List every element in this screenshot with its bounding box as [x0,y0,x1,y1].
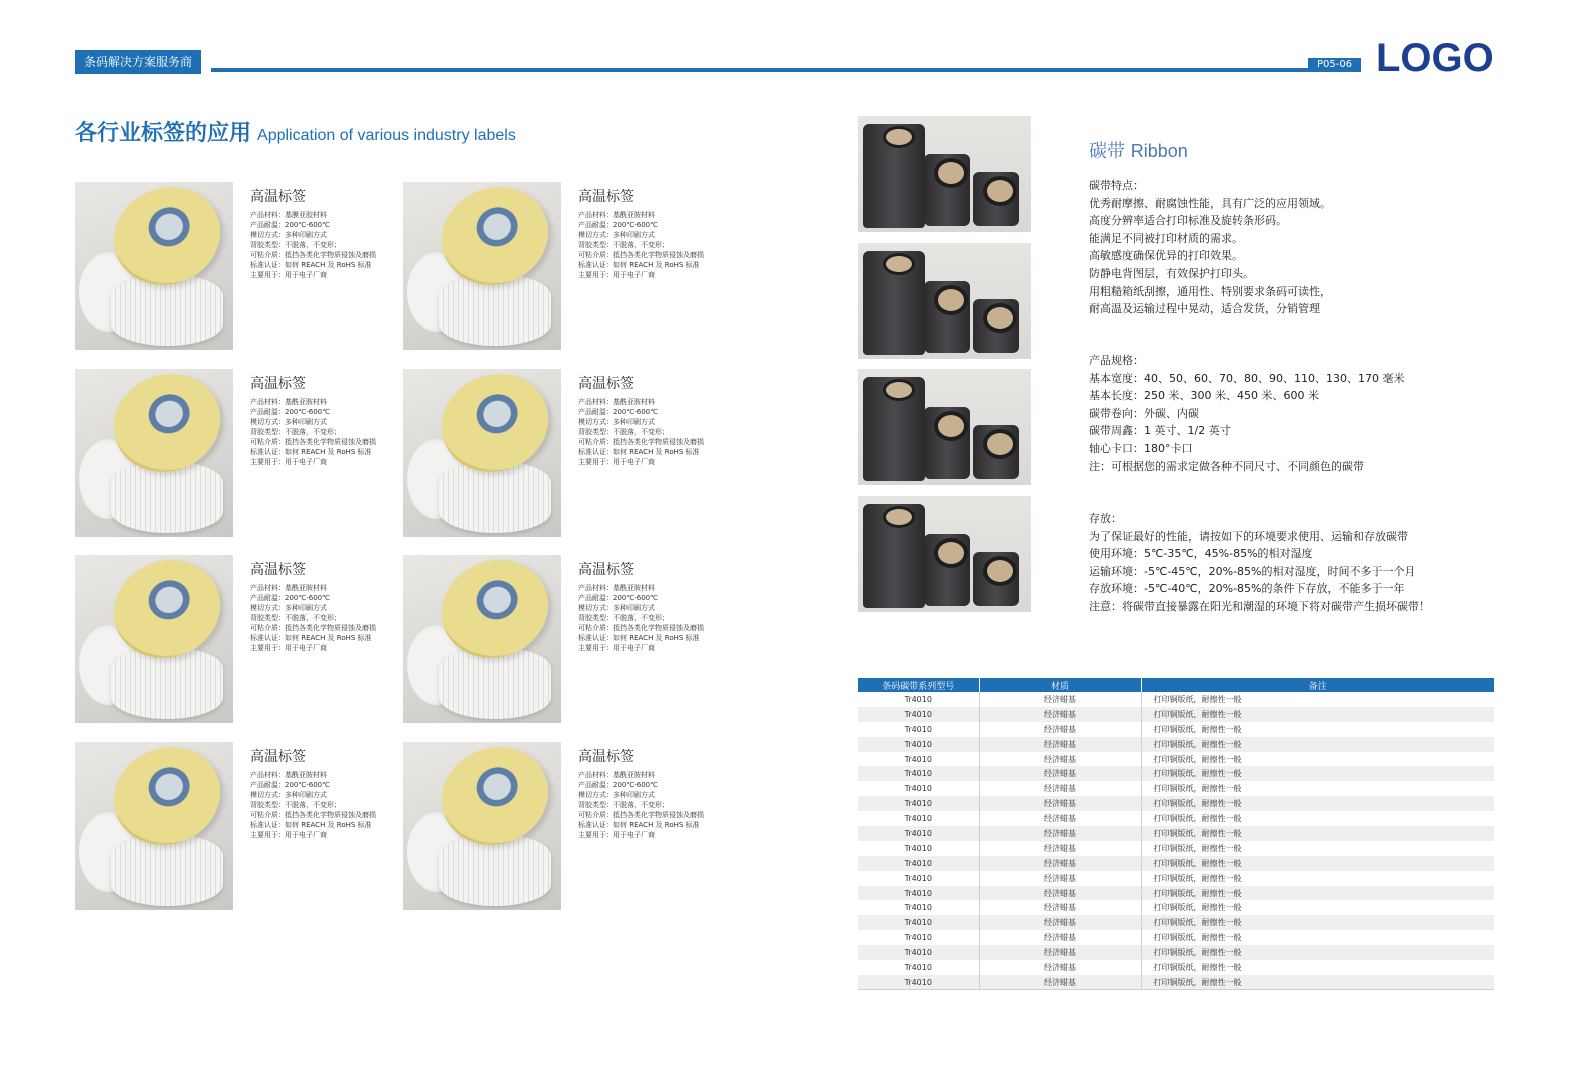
spec-line: 背胶类型：不脱落，不变形； [250,801,341,809]
spec-line: 标准认证：如何 REACH 及 RoHS 标准 [250,261,372,269]
cell-model: Tr4010 [858,707,979,722]
cell-model: Tr4010 [858,737,979,752]
spec-line: 背胶类型：不脱落，不变形； [578,801,669,809]
ribbon-roll-small [973,552,1019,606]
spec-line: 产品材料：基酰亚胺材料 [578,398,655,406]
text-line: 高度分辨率适合打印标准及旋转条形码。 [1089,214,1287,228]
product-card [403,555,723,723]
spec-line: 可粘介质：抵挡各类化学物质侵蚀及磨损 [578,811,704,819]
header-rule [211,68,1361,72]
spec-line: 标准认证：如何 REACH 及 RoHS 标准 [578,261,700,269]
spec-line: 产品耐温：200℃-600℃ [578,408,658,416]
ribbon-photo [858,243,1031,359]
cell-material: 经济蜡基 [979,722,1141,737]
spec-line: 模切方式：多种印刷方式 [578,418,655,426]
spec-line: 主要用于：用于电子厂商 [578,458,655,466]
product-specs [250,397,376,467]
spec-line: 背胶类型：不脱落，不变形； [250,428,341,436]
logo: LOGO [1376,36,1494,80]
cell-model: Tr4010 [858,766,979,781]
text-line: 碳带周鑫：1 英寸、1/2 英寸 [1089,424,1231,438]
table-row [858,752,1494,767]
spec-line: 背胶类型：不脱落，不变形； [578,241,669,249]
spec-line: 主要用于：用于电子厂商 [250,644,327,652]
cell-material: 经济蜡基 [979,766,1141,781]
cell-remarks: 打印铜版纸，耐擦性一般 [1141,960,1494,975]
spec-line: 标准认证：如何 REACH 及 RoHS 标准 [250,448,372,456]
spec-line: 可粘介质：抵挡各类化学物质侵蚀及磨损 [250,438,376,446]
ribbon-roll-small [973,425,1019,479]
text-line: 高敏感度确保优异的打印效果。 [1089,249,1243,263]
table-row [858,737,1494,752]
table-header-row [858,678,1494,692]
product-photo [403,182,561,350]
text-line: 耐高温及运输过程中晃动，适合发货，分销管理 [1089,302,1320,316]
ribbon-roll-large [863,124,925,228]
spec-line: 产品耐温：200℃-600℃ [250,781,330,789]
cell-remarks: 打印铜版纸，耐擦性一般 [1141,930,1494,945]
product-specs [250,210,376,280]
cell-remarks: 打印铜版纸，耐擦性一般 [1141,811,1494,826]
cell-remarks: 打印铜版纸，耐擦性一般 [1141,692,1494,707]
spec-line: 主要用于：用于电子厂商 [578,831,655,839]
product-card [75,369,395,537]
text-line: 基本长度：250 米、300 米、450 米、600 米 [1089,389,1319,403]
text-line: 注：可根据您的需求定做各种不同尺寸、不同颜色的碳带 [1089,459,1364,473]
cell-model: Tr4010 [858,915,979,930]
ribbon-photo [858,496,1031,612]
cell-material: 经济蜡基 [979,811,1141,826]
spec-line: 产品材料：基酰亚胺材料 [250,398,327,406]
table-row [858,915,1494,930]
product-card [403,742,723,910]
cell-material: 经济蜡基 [979,900,1141,915]
spec-line: 模切方式：多种印刷方式 [250,418,327,426]
cell-material: 经济蜡基 [979,692,1141,707]
table-row [858,960,1494,975]
text-line: 注意：将碳带直接暴露在阳光和潮湿的环境下将对碳带产生损坏碳带！ [1089,599,1430,613]
text-line: 轴心卡口：180°卡口 [1089,441,1193,455]
ribbon-roll-large [863,504,925,608]
text-line: 基本宽度：40、50、60、70、80、90、110、130、170 毫米 [1089,371,1405,385]
product-photo [403,742,561,910]
product-photo [75,742,233,910]
ribbon-title-en: Ribbon [1130,141,1188,161]
text-line: 防静电背图层，有效保护打印头。 [1089,266,1254,280]
product-photo [75,369,233,537]
cell-remarks: 打印铜版纸，耐擦性一般 [1141,841,1494,856]
spec-line: 可粘介质：抵挡各类化学物质侵蚀及磨损 [578,438,704,446]
page-number-badge: P05-06 [1308,58,1361,72]
ribbon-roll-medium [924,154,970,226]
spec-line: 产品耐温：200℃-600℃ [250,594,330,602]
cell-remarks: 打印铜版纸，耐擦性一般 [1141,886,1494,901]
cell-remarks: 打印铜版纸，耐擦性一般 [1141,722,1494,737]
cell-model: Tr4010 [904,873,932,883]
spec-line: 标准认证：如何 REACH 及 RoHS 标准 [250,634,372,642]
text-line: 存放： [1089,512,1122,525]
spec-line: 模切方式：多种印刷方式 [578,231,655,239]
table-row [858,796,1494,811]
spec-line: 背胶类型：不脱落，不变形； [250,241,341,249]
section-title-en: Application of various industry labels [257,127,516,144]
spec-line: 产品耐温：200℃-600℃ [250,408,330,416]
spec-line: 产品耐温：200℃-600℃ [578,594,658,602]
table-row [858,766,1494,781]
table-row [858,781,1494,796]
cell-model: Tr4010 [904,903,932,913]
spec-line: 可粘介质：抵挡各类化学物质侵蚀及磨损 [250,811,376,819]
product-title: 高温标签 [250,376,306,392]
spec-line: 主要用于：用于电子厂商 [250,271,327,279]
spec-line: 可粘介质：抵挡各类化学物质侵蚀及磨损 [250,251,376,259]
spec-line: 产品耐温：200℃-600℃ [578,781,658,789]
table-row [858,707,1494,722]
cell-material: 经济蜡基 [979,752,1141,767]
spec-line: 模切方式：多种印刷方式 [578,791,655,799]
cell-material: 经济蜡基 [979,930,1141,945]
spec-line: 产品耐温：200℃-600℃ [250,221,330,229]
section-title [75,116,516,147]
table-row [858,945,1494,960]
product-card [75,555,395,723]
cell-remarks: 打印铜版纸，耐擦性一般 [1141,856,1494,871]
product-title: 高温标签 [578,189,634,205]
cell-model: Tr4010 [858,975,979,990]
cell-remarks: 打印铜版纸，耐擦性一般 [1141,707,1494,722]
text-line: 产品规格： [1089,354,1144,367]
product-specs [578,210,704,280]
table-row [858,826,1494,841]
cell-material: 经济蜡基 [979,960,1141,975]
column-header-remarks: 备注 [1141,678,1494,692]
product-title: 高温标签 [578,562,634,578]
section-title-zh: 各行业标签的应用 [75,121,252,146]
cell-material: 经济蜡基 [979,781,1141,796]
spec-line: 可粘介质：抵挡各类化学物质侵蚀及磨损 [578,251,704,259]
spec-line: 产品材料：基膜亚胶材料 [250,211,327,219]
cell-model: Tr4010 [858,945,979,960]
spec-line: 主要用于：用于电子厂商 [250,831,327,839]
cell-remarks: 打印铜版纸，耐擦性一般 [1141,766,1494,781]
text-line: 优秀耐摩擦、耐腐蚀性能，具有广泛的应用领域。 [1089,196,1331,210]
table-row [858,930,1494,945]
brand-tag: 条码解决方案服务商 [75,50,201,74]
ribbon-title [1089,137,1188,163]
table-row [858,692,1494,707]
spec-line: 模切方式：多种印刷方式 [250,791,327,799]
column-header-material: 材质 [979,678,1141,692]
product-card [403,369,723,537]
cell-material: 经济蜡基 [979,871,1141,886]
cell-remarks: 打印铜版纸，耐擦性一般 [1141,826,1494,841]
table-row [858,811,1494,826]
ribbon-storage [1089,510,1430,616]
table-row [858,900,1494,915]
spec-line: 模切方式：多种印刷方式 [578,604,655,612]
spec-line: 可粘介质：抵挡各类化学物质侵蚀及磨损 [250,624,376,632]
spec-line: 标准认证：如何 REACH 及 RoHS 标准 [578,448,700,456]
cell-material: 经济蜡基 [979,975,1141,990]
table-row [858,871,1494,886]
text-line: 用粗糙箱纸刮擦，通用性、特别要求条码可读性， [1089,284,1331,298]
spec-line: 产品材料：基酰亚胺材料 [578,584,655,592]
product-photo [75,555,233,723]
cell-model: Tr4010 [904,724,932,734]
spec-line: 背胶类型：不脱落，不变形； [578,614,669,622]
table-bottom-rule [858,989,1494,990]
ribbon-specs [1089,352,1404,475]
product-photo [75,182,233,350]
product-specs [250,583,376,653]
spec-line: 背胶类型：不脱落，不变形； [578,428,669,436]
product-title: 高温标签 [250,562,306,578]
product-specs [250,770,376,840]
product-title: 高温标签 [250,749,306,765]
cell-remarks: 打印铜版纸，耐擦性一般 [1141,945,1494,960]
spec-line: 主要用于：用于电子厂商 [578,644,655,652]
cell-remarks: 打印铜版纸，耐擦性一般 [1141,796,1494,811]
ribbon-roll-medium [924,281,970,353]
ribbon-features [1089,177,1331,318]
cell-material: 经济蜡基 [979,841,1141,856]
ribbon-roll-medium [924,534,970,606]
text-line: 为了保证最好的性能，请按如下的环境要求使用、运输和存放碳带 [1089,529,1408,543]
table-row [858,841,1494,856]
ribbon-roll-large [863,377,925,481]
spec-line: 模切方式：多种印刷方式 [250,604,327,612]
cell-model: Tr4010 [858,856,979,871]
spec-line: 产品材料：基酰亚胺材料 [578,211,655,219]
spec-line: 背胶类型：不脱落，不变形； [250,614,341,622]
spec-line: 标准认证：如何 REACH 及 RoHS 标准 [578,634,700,642]
cell-material: 经济蜡基 [979,945,1141,960]
cell-material: 经济蜡基 [979,915,1141,930]
cell-model: Tr4010 [858,796,979,811]
ribbon-roll-large [863,251,925,355]
cell-model: Tr4010 [904,694,932,704]
text-line: 碳带卷向：外碳、内碳 [1089,406,1199,420]
ribbon-photo [858,116,1031,232]
spec-line: 标准认证：如何 REACH 及 RoHS 标准 [250,821,372,829]
spec-line: 产品材料：基酰亚胺材料 [578,771,655,779]
spec-line: 可粘介质：抵挡各类化学物质侵蚀及磨损 [578,624,704,632]
ribbon-roll-small [973,172,1019,226]
ribbon-model-table [858,678,1494,990]
product-title: 高温标签 [578,749,634,765]
product-card [403,182,723,350]
cell-remarks: 打印铜版纸，耐擦性一般 [1141,915,1494,930]
text-line: 存放环境：-5℃-40℃，20%-85%的条件下存放，不能多于一年 [1089,582,1405,596]
cell-model: Tr4010 [904,933,932,943]
spec-line: 标准认证：如何 REACH 及 RoHS 标准 [578,821,700,829]
ribbon-roll-medium [924,407,970,479]
spec-line: 产品材料：基酰亚胺材料 [250,771,327,779]
product-title: 高温标签 [250,189,306,205]
table-row [858,856,1494,871]
cell-model: Tr4010 [904,843,932,853]
cell-remarks: 打印铜版纸，耐擦性一般 [1141,737,1494,752]
cell-model: Tr4010 [858,826,979,841]
table-row [858,975,1494,990]
cell-model: Tr4010 [904,962,932,972]
product-specs [578,583,704,653]
cell-material: 经济蜡基 [979,707,1141,722]
cell-material: 经济蜡基 [979,856,1141,871]
cell-model: Tr4010 [858,886,979,901]
cell-remarks: 打印铜版纸，耐擦性一般 [1141,975,1494,990]
product-card [75,742,395,910]
cell-remarks: 打印铜版纸，耐擦性一般 [1141,871,1494,886]
cell-remarks: 打印铜版纸，耐擦性一般 [1141,752,1494,767]
text-line: 运输环境：-5℃-45℃，20%-85%的相对湿度，时间不多于一个月 [1089,564,1416,578]
product-specs [578,397,704,467]
cell-remarks: 打印铜版纸，耐擦性一般 [1141,781,1494,796]
cell-material: 经济蜡基 [979,737,1141,752]
cell-material: 经济蜡基 [979,826,1141,841]
spec-line: 模切方式：多种印刷方式 [250,231,327,239]
product-specs [578,770,704,840]
cell-model: Tr4010 [904,784,932,794]
text-line: 使用环境：5℃-35℃，45%-85%的相对湿度 [1089,547,1313,561]
cell-remarks: 打印铜版纸，耐擦性一般 [1141,900,1494,915]
cell-model: Tr4010 [904,814,932,824]
text-line: 能满足不同被打印材质的需求。 [1089,231,1243,245]
product-card [75,182,395,350]
column-header-model: 条码碳带系列型号 [858,678,979,692]
text-line: 碳带特点： [1089,179,1144,192]
spec-line: 主要用于：用于电子厂商 [578,271,655,279]
ribbon-photo [858,369,1031,485]
product-photo [403,555,561,723]
table-row [858,722,1494,737]
cell-material: 经济蜡基 [979,796,1141,811]
cell-model: Tr4010 [904,754,932,764]
cell-material: 经济蜡基 [979,886,1141,901]
product-title: 高温标签 [578,376,634,392]
spec-line: 产品耐温：200℃-600℃ [578,221,658,229]
ribbon-title-zh: 碳带 [1089,141,1125,162]
spec-line: 主要用于：用于电子厂商 [250,458,327,466]
product-photo [403,369,561,537]
table-row [858,886,1494,901]
ribbon-roll-small [973,299,1019,353]
spec-line: 产品材料：基酰亚胺材料 [250,584,327,592]
